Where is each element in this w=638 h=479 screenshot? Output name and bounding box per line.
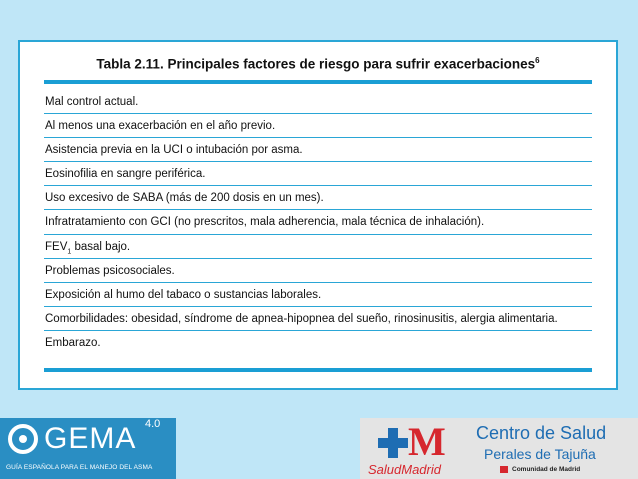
table-row: Mal control actual. <box>44 90 592 114</box>
table-bottom-rule <box>44 368 592 372</box>
table-row: Eosinofilia en sangre periférica. <box>44 162 592 186</box>
table-row <box>44 235 592 259</box>
table-row: Infratratamiento con GCI (no prescritos, mala adherencia, mala técnica de inhalación). <box>44 210 592 234</box>
fev-label: FEV <box>45 240 68 253</box>
fev-subscript: 1 <box>67 247 72 255</box>
table-row: Exposición al humo del tabaco o sustancias laborales. <box>44 283 592 307</box>
gema-circle-icon <box>8 424 38 454</box>
salud-madrid-brand: SaludMadrid <box>368 462 441 477</box>
table-title-text: Tabla 2.11. Principales factores de riesgo para sufrir exacerbaciones <box>96 56 536 72</box>
centro-salud-place: Perales de Tajuña <box>484 446 596 462</box>
table-rows <box>44 90 592 355</box>
table-title <box>20 56 616 72</box>
gema-version: 4.0 <box>145 418 161 430</box>
table-row: Uso excesivo de SABA (más de 200 dosis en un mes). <box>44 186 592 210</box>
fev-text: basal bajo. <box>74 240 131 253</box>
community-label: Comunidad de Madrid <box>512 466 581 473</box>
gema-wordmark: GEMA <box>44 422 137 455</box>
table-top-rule <box>44 80 592 84</box>
madrid-m-logo: M <box>408 419 446 464</box>
table-row: Asistencia previa en la UCI o intubación por asma. <box>44 138 592 162</box>
cross-icon <box>378 428 408 458</box>
gema-subtitle: GUÍA ESPAÑOLA PARA EL MANEJO DEL ASMA <box>6 464 153 471</box>
table-row: Comorbilidades: obesidad, síndrome de apnea-hipopnea del sueño, rinosinusitis, alergia alimentaria. <box>44 307 592 331</box>
table-row: Al menos una exacerbación en el año previo. <box>44 114 592 138</box>
centro-salud-logo <box>360 418 638 479</box>
gema-logo <box>0 418 176 479</box>
community-flag-icon <box>500 466 508 473</box>
centro-salud-title: Centro de Salud <box>476 423 607 443</box>
table-title-reference: 6 <box>535 56 540 65</box>
risk-factors-table-card <box>18 40 618 390</box>
table-row: Problemas psicosociales. <box>44 259 592 283</box>
table-row: Embarazo. <box>45 336 101 349</box>
